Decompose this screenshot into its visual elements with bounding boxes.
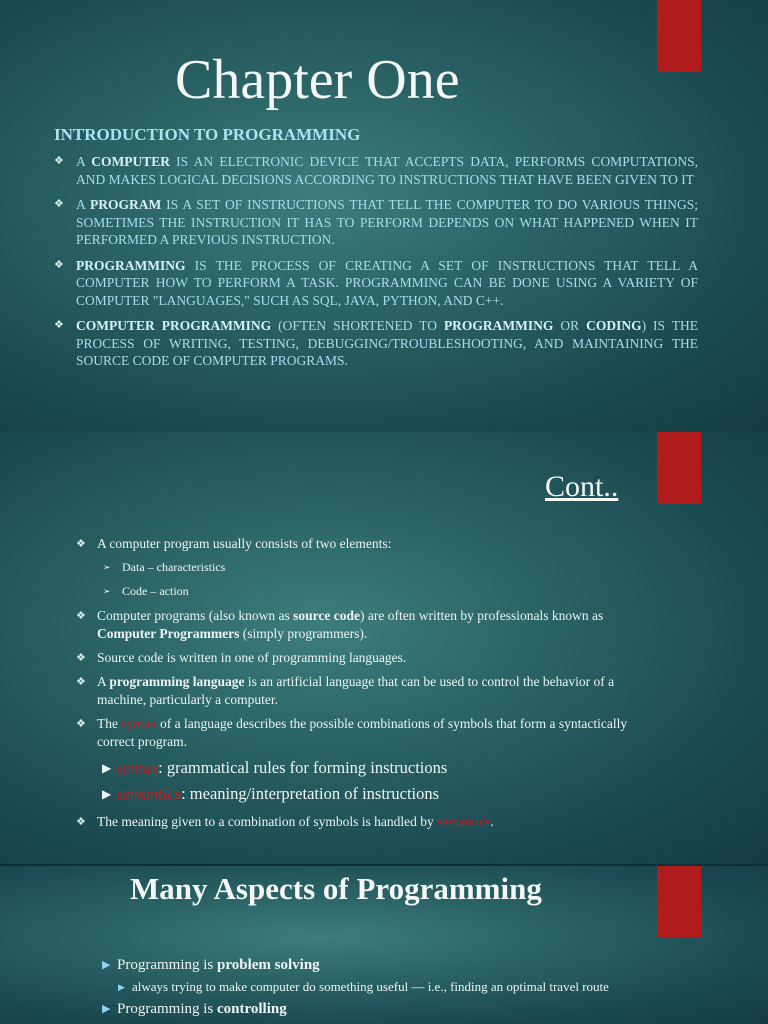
diamond-bullet-icon: ❖ [76, 610, 86, 622]
diamond-bullet-icon: ❖ [54, 198, 64, 210]
triangle-bullet-icon: ▶ [102, 787, 112, 801]
list-item: ❖ COMPUTER PROGRAMMING (OFTEN SHORTENED TO PROGRAMMING OR CODING) IS THE PROCESS OF WRITING, TESTING, DEBUGGING/TROUBLESHOOTING, AND MAINTAINING THE SOURCE CODE OF COMPUTER PROGRAMS. [54, 318, 698, 368]
diamond-bullet-icon: ❖ [76, 816, 86, 828]
slide-accent-bar [657, 432, 701, 504]
triangle-bullet-icon: ▶ [102, 959, 111, 971]
slide-subtitle: INTRODUCTION TO PROGRAMMING [54, 125, 361, 144]
definition-list [54, 153, 698, 378]
diamond-bullet-icon: ❖ [76, 676, 86, 688]
triangle-bullet-icon: ▶ [102, 761, 112, 775]
diamond-bullet-icon: ❖ [76, 652, 86, 664]
triangle-bullet-icon: ▶ [118, 982, 125, 992]
sub-list-item: ▶ always trying to make computer do something useful — i.e., finding an optimal travel route [118, 979, 609, 994]
diamond-bullet-icon: ❖ [54, 155, 64, 167]
highlight-item: ▶ syntax: grammatical rules for forming instructions [102, 758, 448, 777]
slide-title: Cont.. [545, 470, 619, 503]
list-item: ▶ Programming is problem solving [102, 957, 320, 973]
slide-accent-bar [657, 866, 701, 938]
diamond-bullet-icon: ❖ [76, 538, 86, 550]
diamond-bullet-icon: ❖ [54, 319, 64, 331]
list-item: ❖ The meaning given to a combination of symbols is handled by semantics. [76, 814, 494, 829]
slide-title: Many Aspects of Programming [130, 871, 542, 906]
slide-many-aspects [0, 866, 768, 1024]
slide-accent-bar [657, 0, 701, 72]
highlight-item: ▶ semantics: meaning/interpretation of instructions [102, 784, 440, 803]
list-item: ❖ A programming language is an artificial language that can be used to control the behavior of a machine, particularly a computer. [76, 674, 615, 707]
list-item: ❖ A PROGRAM IS A SET OF INSTRUCTIONS THAT TELL THE COMPUTER TO DO VARIOUS THINGS; SOMETIMES THE INSTRUCTION IT HAS TO PERFORM DEPENDS ON WHAT HAPPENED WHEN IT PERFORMED A PREVIOUS INSTRUCTION. [54, 197, 698, 247]
diamond-bullet-icon: ❖ [76, 718, 86, 730]
slide-title: Chapter One [175, 49, 460, 111]
aspects-list [102, 955, 609, 1022]
list-item: ❖ Computer programs (also known as source code) are often written by professionals known as Computer Programmers (simply programmers). [76, 608, 604, 641]
triangle-bullet-icon: ▶ [102, 1003, 111, 1015]
list-item: ❖ The syntax of a language describes the possible combinations of symbols that form a syntactically correct program. [76, 716, 628, 749]
content-list [76, 535, 636, 837]
list-item: ❖ Source code is written in one of programming languages. [76, 650, 407, 665]
diamond-bullet-icon: ❖ [54, 258, 64, 271]
slide-chapter-one [0, 0, 768, 432]
list-item: ▶ Programming is controlling [102, 1001, 287, 1017]
sub-list-item: ➢ Code – action [103, 584, 189, 598]
slide-cont [0, 432, 768, 864]
list-item: ❖ A computer program usually consists of two elements: [76, 536, 392, 551]
list-item: ❖ PROGRAMMING IS THE PROCESS OF CREATING A SET OF INSTRUCTIONS THAT TELL A COMPUTER HOW TO PERFORM A TASK. PROGRAMMING CAN BE DONE USING A VARIETY OF COMPUTER "LANGUAGES," SUCH AS SQL, JAVA, PYTHON, AND C++. [54, 257, 698, 308]
list-item: ❖ A COMPUTER IS AN ELECTRONIC DEVICE THAT ACCEPTS DATA, PERFORMS COMPUTATIONS, AND MAKES LOGICAL DECISIONS ACCORDING TO INSTRUCTIONS THAT HAVE BEEN GIVEN TO IT [54, 154, 698, 187]
arrow-bullet-icon: ➢ [103, 586, 111, 596]
arrow-bullet-icon: ➢ [103, 562, 111, 572]
sub-list-item: ➢ Data – characteristics [103, 560, 226, 574]
